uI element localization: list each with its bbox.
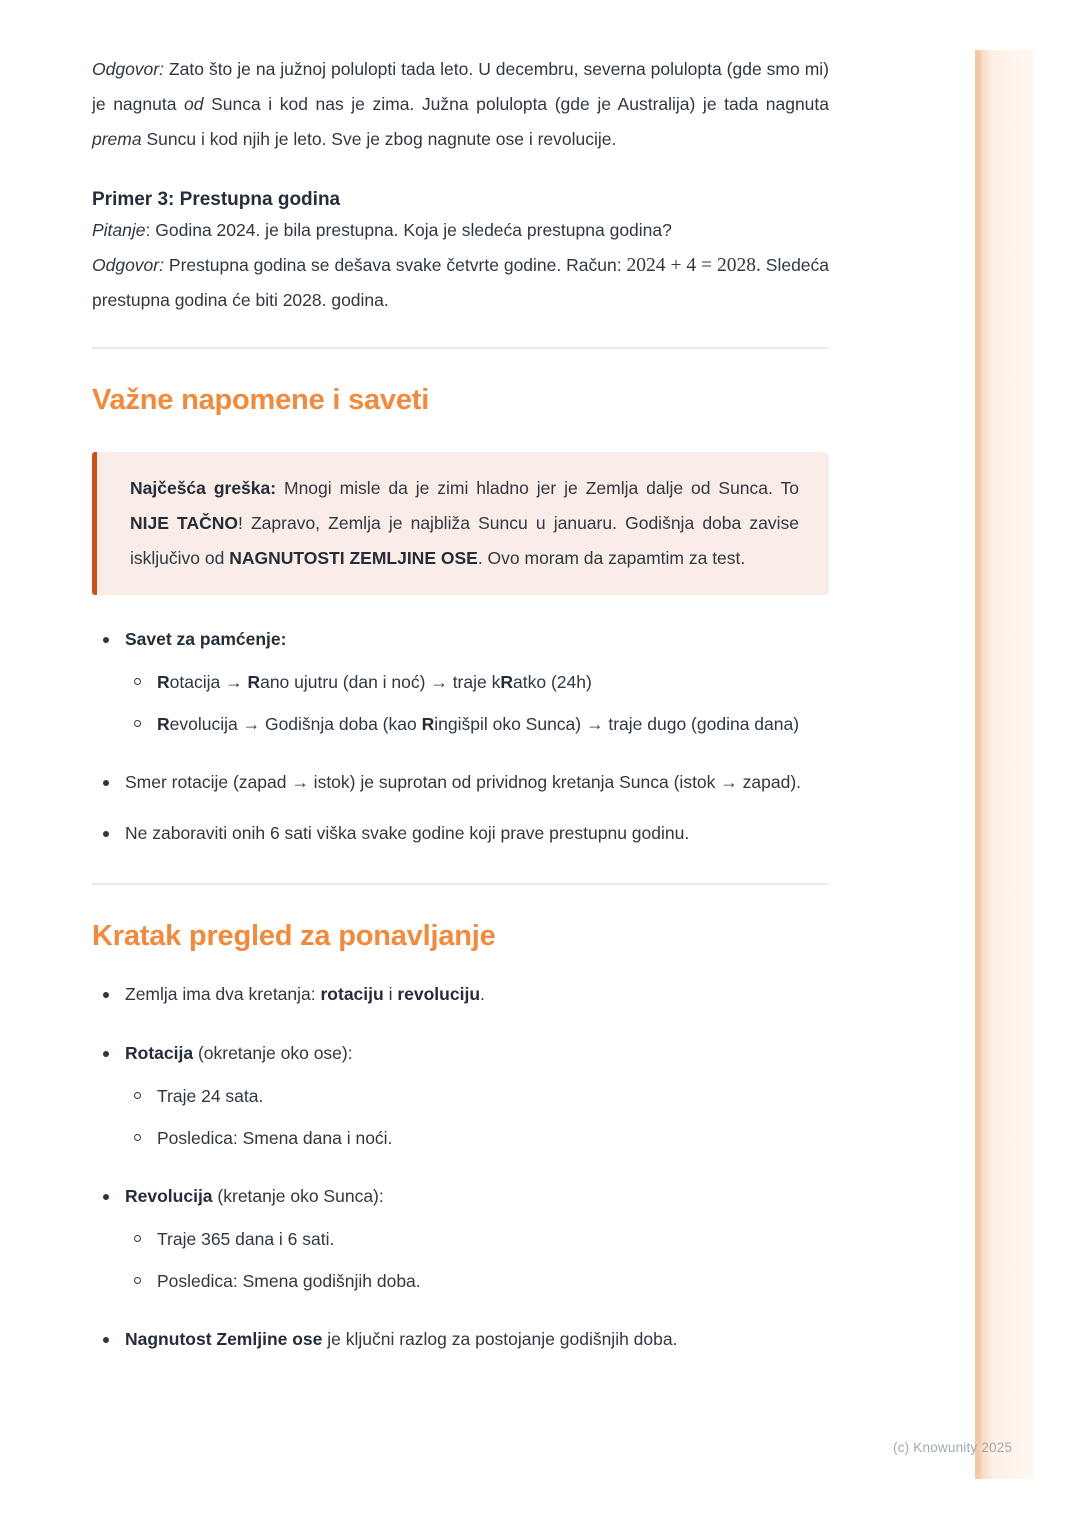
review-sublist	[125, 1079, 829, 1155]
copyright-watermark: (c) Knowunity 2025	[893, 1440, 1013, 1455]
tips-list	[92, 622, 829, 851]
review-sublist	[125, 1222, 829, 1298]
list-item-text: Rotacija → Rano ujutru (dan i noć) → traje kRatko (24h)	[157, 672, 592, 692]
list-item-text: Zemlja ima dva kretanja: rotaciju i revoluciju.	[125, 984, 485, 1004]
callout-text: Najčešća greška: Mnogi misle da je zimi hladno jer je Zemlja dalje od Sunca. To NIJE TAČNO! Zapravo, Zemlja je najbliža Suncu u januaru. Godišnja doba zavise isključivo od NAGNUTOSTI ZEMLJINE OSE. Ovo moram da zapamtim za test.	[130, 478, 799, 568]
list-item-text: Posledica: Smena godišnjih doba.	[157, 1271, 421, 1291]
list-item	[92, 1179, 829, 1298]
page-edge-stripe	[975, 50, 1033, 1479]
paragraph-primer3-question: Pitanje: Godina 2024. je bila prestupna. Koja je sledeća prestupna godina?	[92, 220, 672, 240]
note-page-content	[92, 0, 829, 1357]
list-item	[125, 707, 829, 741]
list-item-text: Rotacija (okretanje oko ose):	[125, 1043, 353, 1063]
list-item-text: Smer rotacije (zapad → istok) je suprotan od prividnog kretanja Sunca (istok → zapad).	[125, 772, 802, 792]
list-item-text: Traje 365 dana i 6 sati.	[157, 1229, 335, 1249]
list-item-text: Savet za pamćenje:	[125, 629, 287, 649]
list-item	[125, 665, 829, 699]
list-item-text: Nagnutost Zemljine ose je ključni razlog za postojanje godišnjih doba.	[125, 1329, 678, 1349]
paragraph-seasons-answer: Odgovor: Zato što je na južnoj polulopti tada leto. U decembru, severna polulopta (gde smo mi) je nagnuta od Sunca i kod nas je zima. Južna polulopta (gde je Australija) je tada nagnuta prema Suncu i kod njih je leto. Sve je zbog nagnute ose i revolucije.	[92, 59, 830, 149]
list-item	[92, 1322, 829, 1357]
list-item	[92, 765, 829, 800]
section-heading-napomene: Važne napomene i saveti	[92, 384, 430, 416]
list-item-text: Ne zaboraviti onih 6 sati viška svake godine koji prave prestupnu godinu.	[125, 823, 690, 843]
list-item	[92, 816, 829, 851]
list-item-text: Traje 24 sata.	[157, 1086, 264, 1106]
list-item	[125, 1079, 829, 1113]
list-item-text: Revolucija (kretanje oko Sunca):	[125, 1186, 384, 1206]
list-item	[92, 977, 829, 1012]
divider	[92, 347, 829, 349]
list-item	[125, 1121, 829, 1155]
list-item	[125, 1264, 829, 1298]
review-list	[92, 977, 829, 1357]
paragraph-primer3-answer: Odgovor: Prestupna godina se dešava svake četvrte godine. Račun: 2024 + 4 = 2028. Sledeća prestupna godina će biti 2028. godina.	[92, 255, 830, 310]
divider	[92, 883, 829, 885]
tips-sublist	[125, 665, 829, 741]
section-heading-pregled: Kratak pregled za ponavljanje	[92, 920, 496, 952]
list-item	[125, 1222, 829, 1256]
list-item	[92, 622, 829, 741]
heading-primer-3: Primer 3: Prestupna godina	[92, 189, 341, 210]
callout-common-mistake	[92, 452, 829, 595]
list-item-text: Posledica: Smena dana i noći.	[157, 1128, 393, 1148]
list-item-text: Revolucija → Godišnja doba (kao Ringišpil oko Sunca) → traje dugo (godina dana)	[157, 714, 800, 734]
list-item	[92, 1036, 829, 1155]
